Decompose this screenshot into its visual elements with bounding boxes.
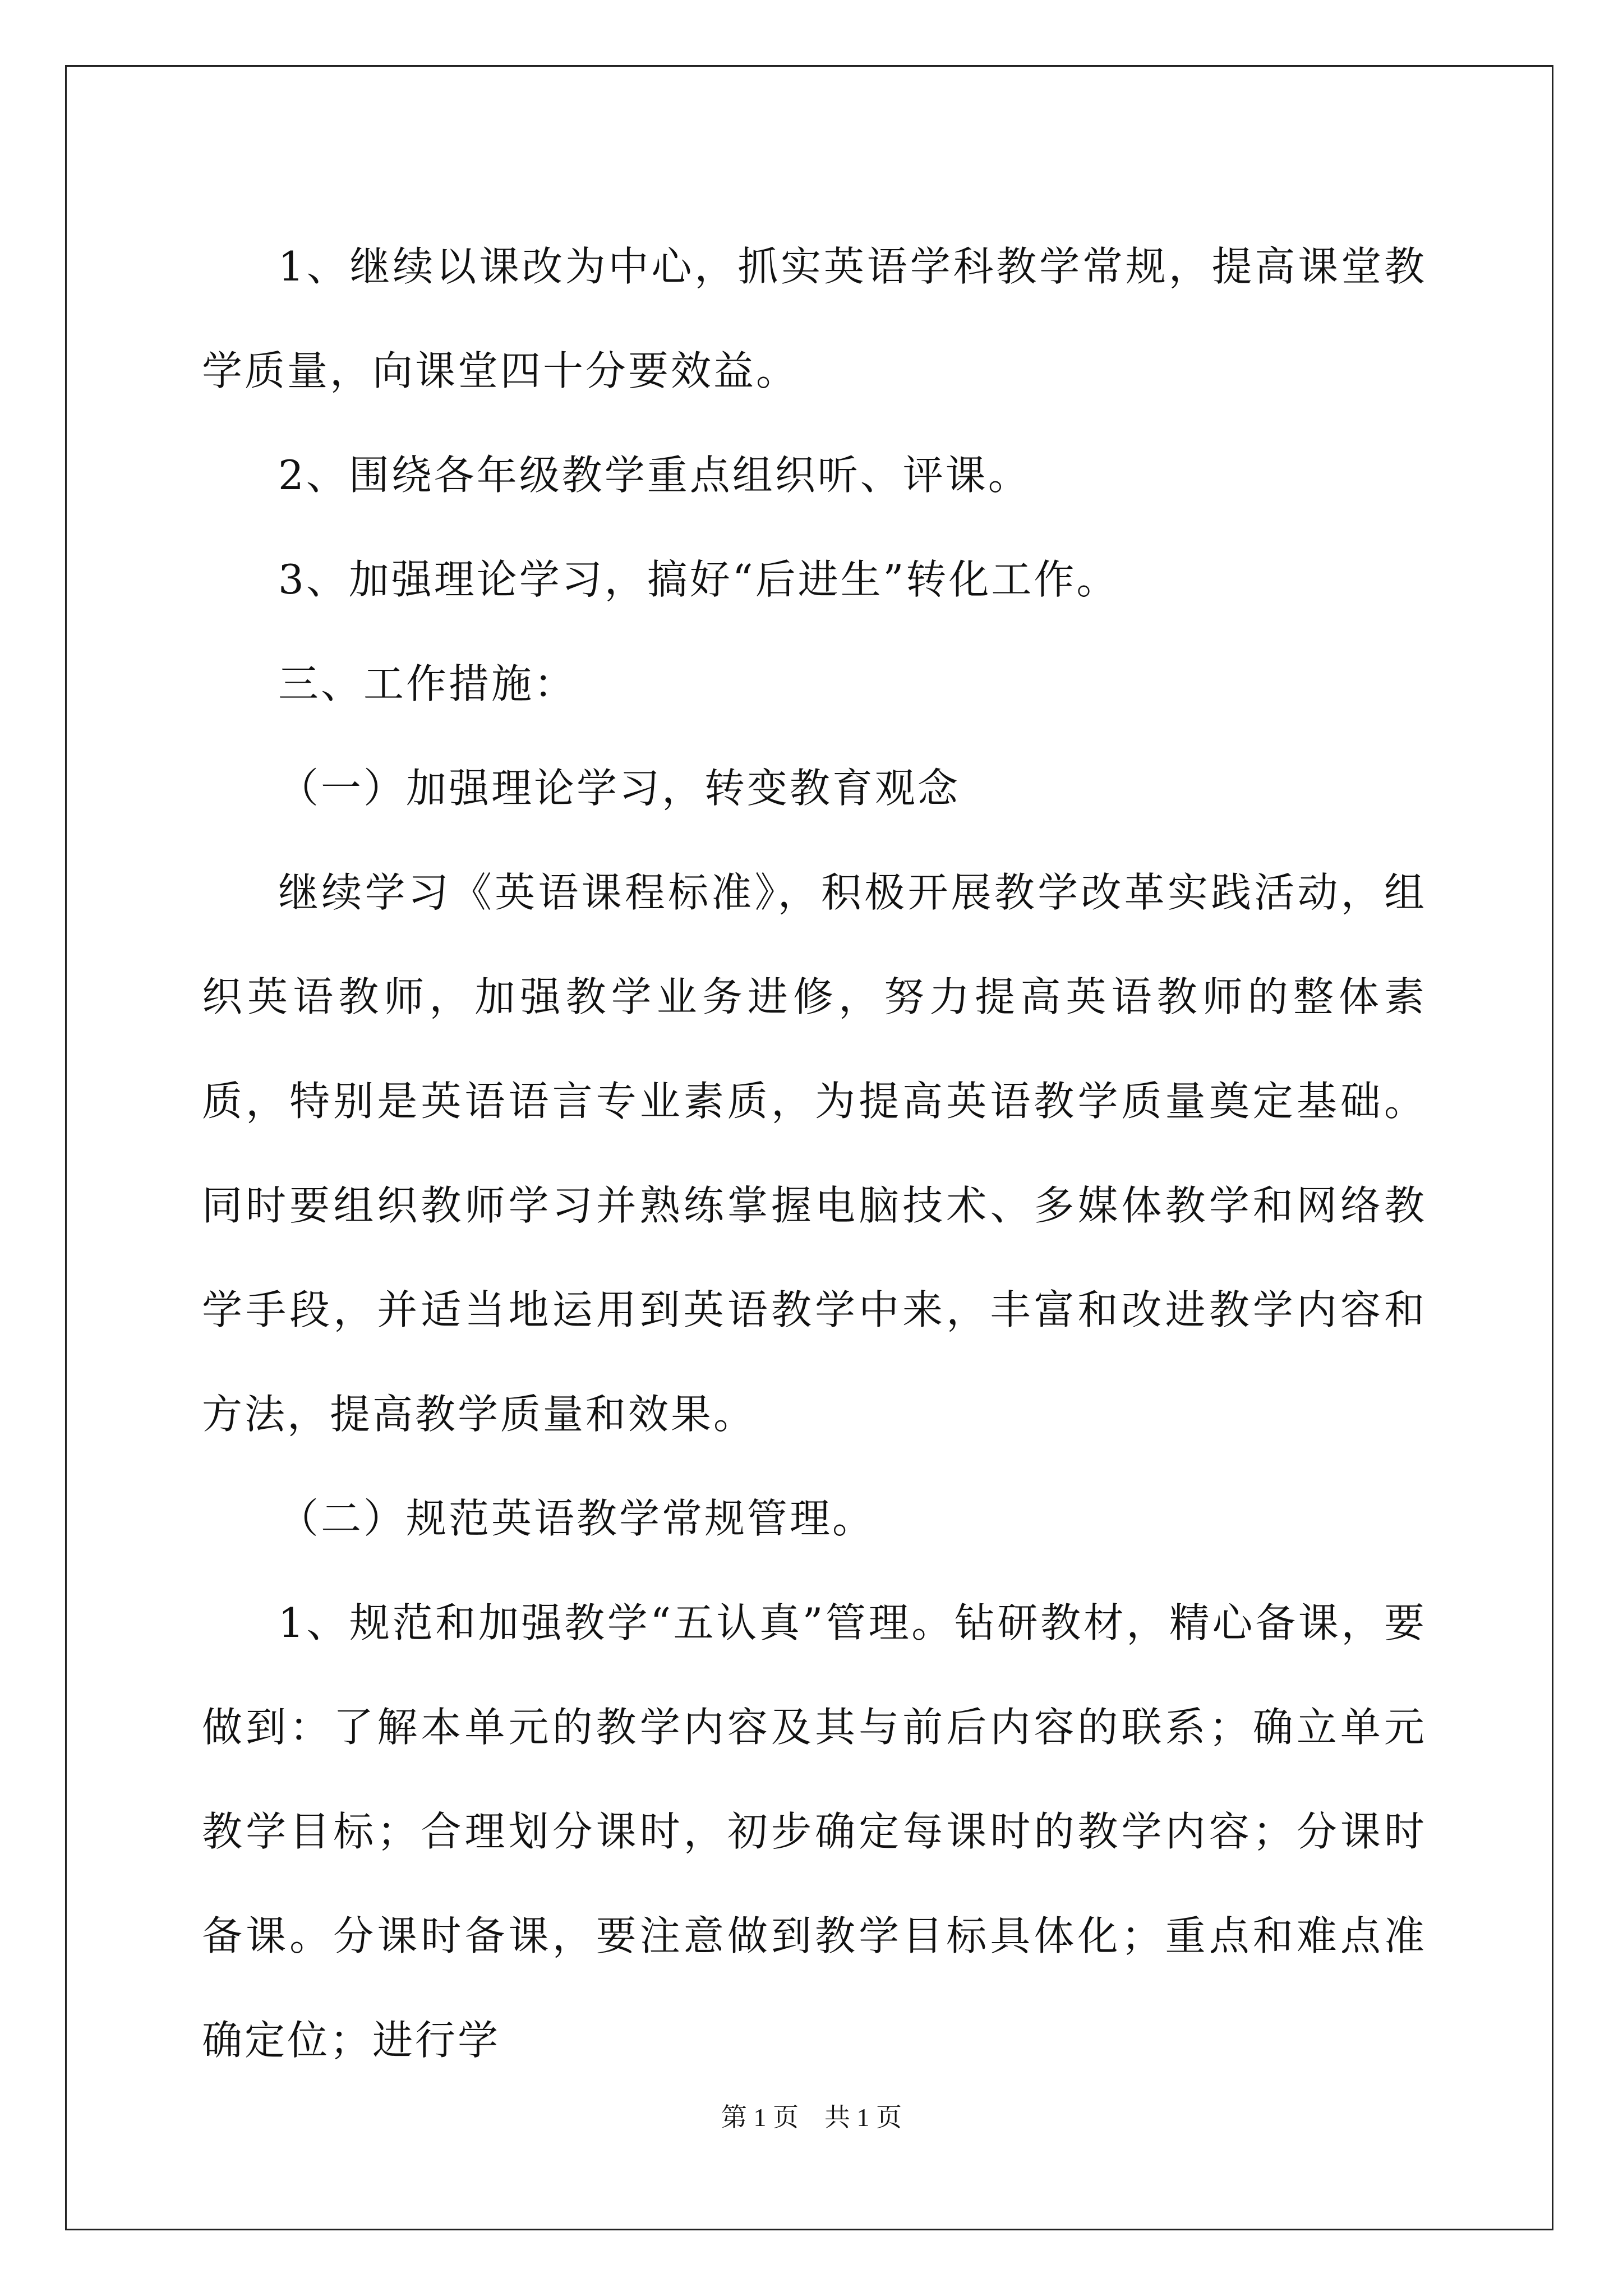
section-heading-measures: 三、工作措施： [278, 660, 577, 707]
page-number-footer: 第 1 页 共 1 页 [721, 2103, 902, 2132]
paragraph-five-earnest: 1、规范和加强教学“五认真”管理。钻研教材，精心备课，要做到：了解本单元的教学内容及其与前后内容的联系；确立单元教学目标；合理划分课时，初步确定每课时的教学内容；分课时备课。分课时备课，要注意做到教学目标具体化；重点和难点准确定位；进行学 [202, 1599, 1427, 2064]
paragraph-theory-study: 继续学习《英语课程标准》，积极开展教学改革实践活动，组织英语教师，加强教学业务进修，努力提高英语教师的整体素质，特别是英语语言专业素质，为提高英语教学质量奠定基础。同时要组织教师学习并熟练掌握电脑技术、多媒体教学和网络教学手段，并适当地运用到英语教学中来，丰富和改进教学内容和方法，提高教学质量和效果。 [202, 869, 1427, 1438]
paragraph-goal-3: 3、加强理论学习，搞好“后进生”转化工作。 [278, 556, 1119, 603]
subheading-routine-management: （二）规范英语教学常规管理。 [278, 1495, 875, 1542]
paragraph-goal-1: 1、继续以课改为中心，抓实英语学科教学常规，提高课堂教学质量，向课堂四十分要效益。 [202, 243, 1427, 394]
subheading-theory-study: （一）加强理论学习，转变教育观念 [278, 765, 961, 812]
paragraph-goal-2: 2、围绕各年级教学重点组织听、评课。 [278, 452, 1031, 499]
document-body [202, 214, 1427, 2092]
